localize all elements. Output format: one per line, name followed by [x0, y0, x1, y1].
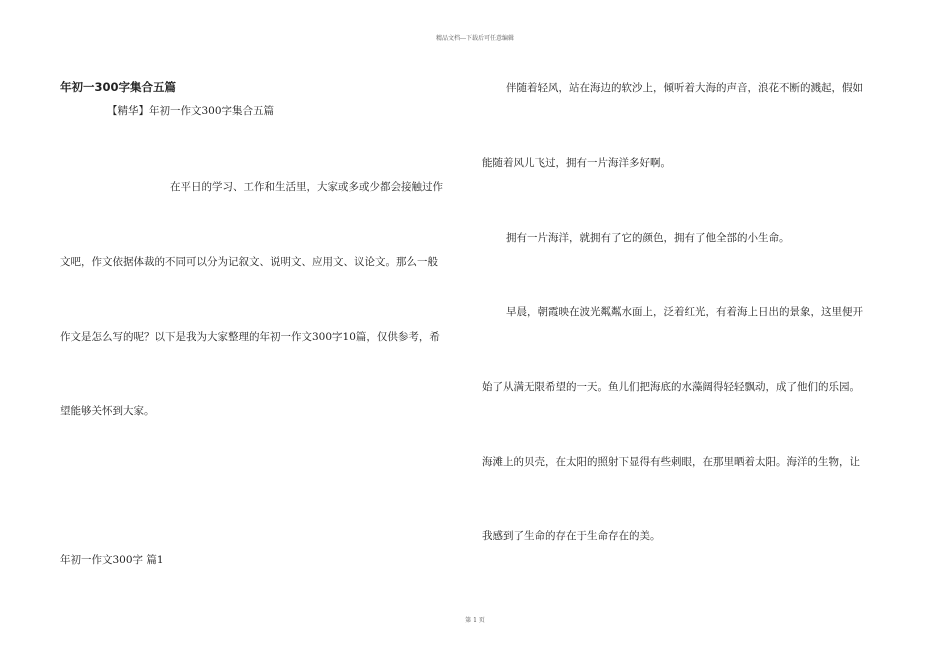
intro-line: 作文是怎么写的呢？以下是我为大家整理的年初一作文300字10篇，仅供参考，希 [60, 331, 440, 343]
intro-line: 望能够关怀到大家。 [60, 405, 155, 417]
body-line: 能随着风儿飞过，拥有一片海洋多好啊。 [482, 157, 671, 169]
body-line: 早晨，朝霞映在波光粼粼水面上，泛着红光，有着海上日出的景象，这里便开 [506, 306, 863, 318]
body-line: 海滩上的贝壳，在太阳的照射下显得有些刺眼，在那里晒着太阳。海洋的生物，让 [482, 456, 860, 468]
section-heading: 年初一作文300字 篇1 [60, 554, 164, 566]
body-line: 伴随着轻风，站在海边的软沙上，倾听着大海的声音，浪花不断的溅起，假如 [506, 82, 863, 94]
body-line: 始了从满无限希望的一天。鱼儿们把海底的水藻阔得轻轻飘动，成了他们的乐园。 [482, 381, 860, 393]
body-line: 拥有一片海洋，就拥有了它的颜色，拥有了他全部的小生命。 [506, 232, 790, 244]
page-number: 第 1 页 [465, 617, 485, 624]
intro-line: 在平日的学习、工作和生活里，大家或多或少都会接触过作 [170, 181, 443, 193]
body-line: 我感到了生命的存在于生命存在的美。 [482, 530, 661, 542]
document-subtitle: 【精华】年初一作文300字集合五篇 [107, 105, 275, 117]
intro-line: 文吧，作文依据体裁的不同可以分为记叙文、说明文、应用文、议论文。那么一般 [60, 256, 438, 268]
document-title: 年初一300字集合五篇 [60, 80, 177, 94]
header-note: 精品文档---下载后可任意编辑 [435, 35, 515, 42]
